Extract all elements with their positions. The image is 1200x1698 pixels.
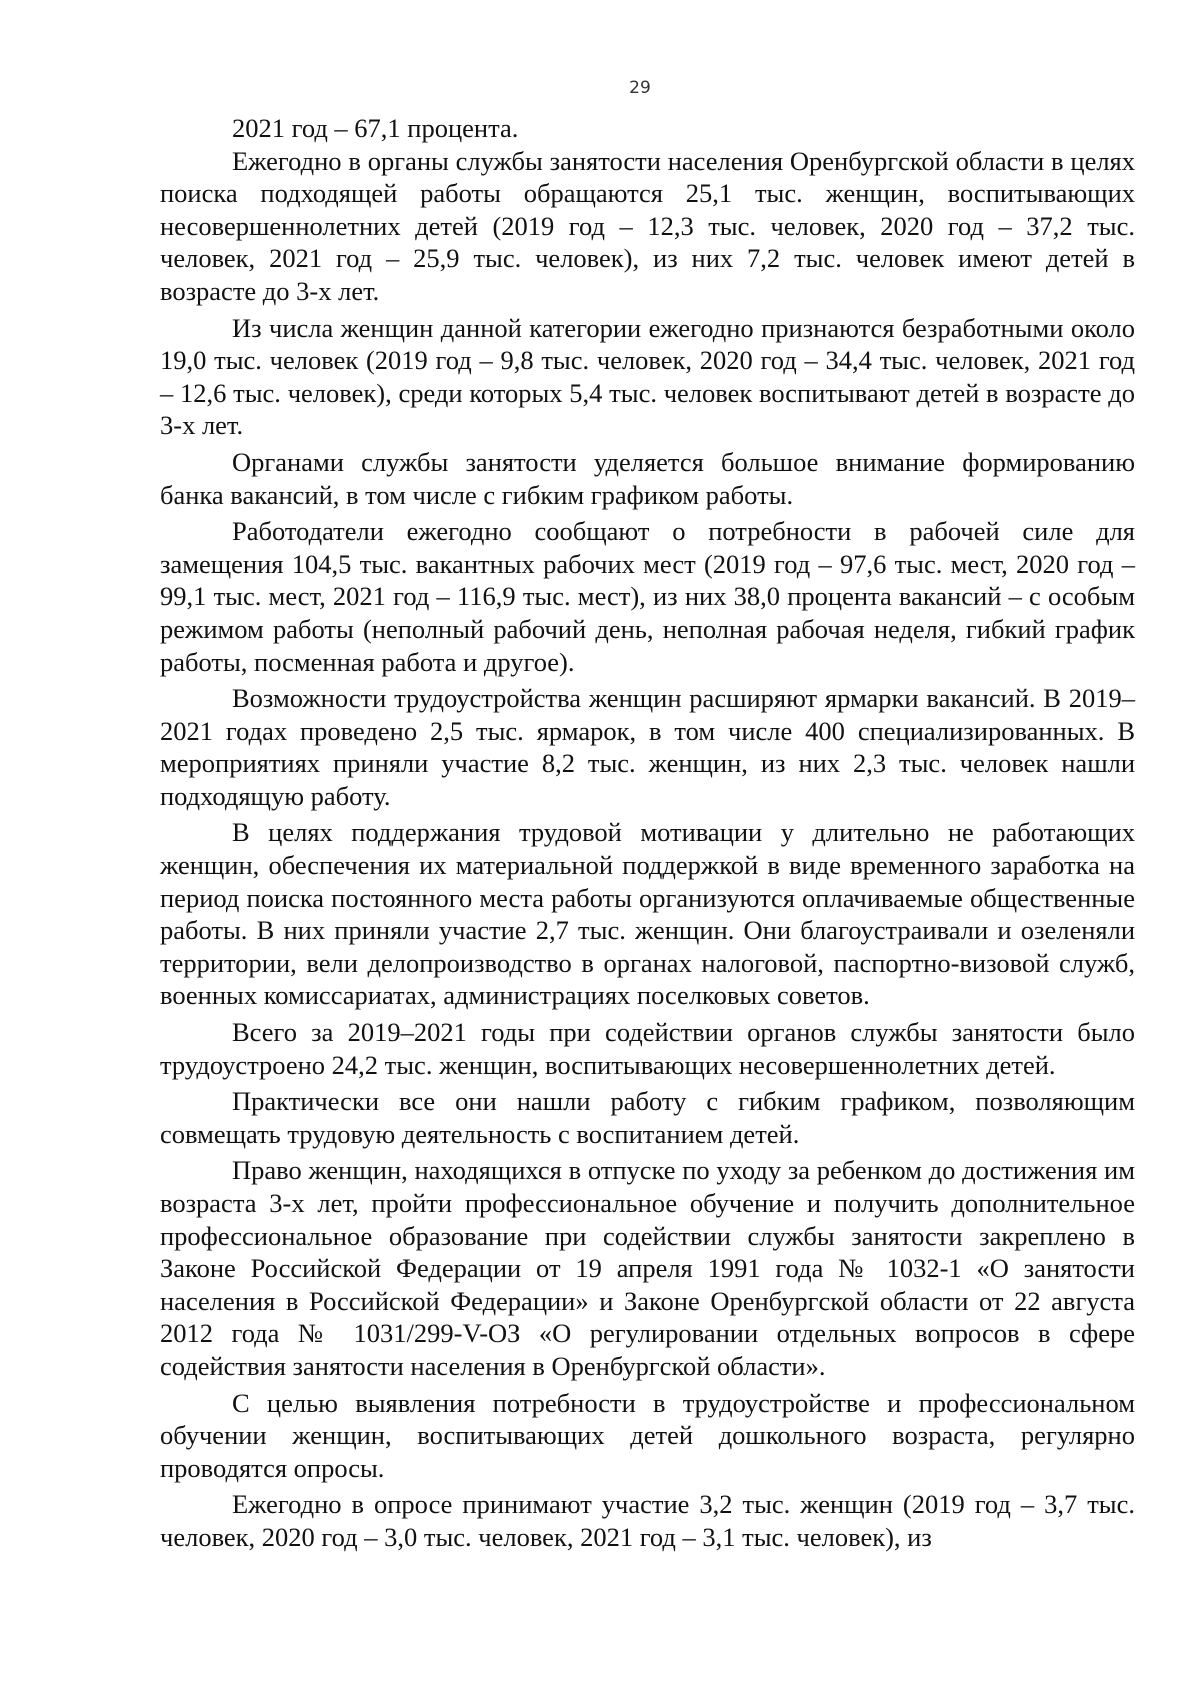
paragraph: 2021 год – 67,1 процента. <box>232 113 519 143</box>
paragraph: Ежегодно в органы службы занятости населения Оренбургской области в целях поиска подходящей работы обращаются 25,1 тыс. женщин, воспитывающих несовершеннолетних детей (2019 год – 12,3 тыс. человек, 2020 год – 37,2 тыс. человек, 2021 год – 25,9 тыс. человек), из них 7,2 тыс. человек имеют детей в возрасте до 3-х лет. <box>160 145 1135 306</box>
paragraph: В целях поддержания трудовой мотивации у длительно не работающих женщин, обеспечения их материальной поддержкой в виде временного заработка на период поиска постоянного места работы организуются оплачиваемые общественные работы. В них приняли участие 2,7 тыс. женщин. Они благоустраивали и озеленяли территории, вели делопроизводство в органах налоговой, паспортно-визовой служб, военных комиссариатах, администрациях поселковых советов. <box>160 817 1135 1011</box>
paragraph: Ежегодно в опросе принимают участие 3,2 тыс. женщин (2019 год – 3,7 тыс. человек, 2020 год – 3,0 тыс. человек, 2021 год – 3,1 тыс. человек), из <box>160 1489 1135 1552</box>
document-body <box>160 112 1135 1554</box>
paragraph: Всего за 2019–2021 годы при содействии органов службы занятости было трудоустроено 24,2 тыс. женщин, воспитывающих несовершеннолетних детей. <box>160 1017 1135 1080</box>
paragraph: Практически все они нашли работу с гибким графиком, позволяющим совмещать трудовую деятельность с воспитанием детей. <box>160 1086 1135 1149</box>
paragraph: Органами службы занятости уделяется большое внимание формированию банка вакансий, в том числе с гибким графиком работы. <box>160 446 1135 510</box>
paragraph: С целью выявления потребности в трудоустройстве и профессиональном обучении женщин, воспитывающих детей дошкольного возраста, регулярно проводятся опросы. <box>160 1387 1135 1483</box>
paragraph: Из числа женщин данной категории ежегодно признаются безработными около 19,0 тыс. человек (2019 год – 9,8 тыс. человек, 2020 год – 34,4 тыс. человек, 2021 год – 12,6 тыс. человек), среди которых 5,4 тыс. человек воспитывают детей в возрасте до 3-х лет. <box>160 312 1135 441</box>
paragraph: Работодатели ежегодно сообщают о потребности в рабочей силе для замещения 104,5 тыс. вакантных рабочих мест (2019 год – 97,6 тыс. мест, 2020 год – 99,1 тыс. мест, 2021 год – 116,9 тыс. мест), из них 38,0 процента вакансий – с особым режимом работы (неполный рабочий день, неполная рабочая неделя, гибкий график работы, посменная работа и другое). <box>160 516 1135 677</box>
paragraph: Право женщин, находящихся в отпуске по уходу за ребенком до достижения им возраста 3-х лет, пройти профессиональное обучение и получить дополнительное профессиональное образование при содействии службы занятости закреплено в Законе Российской Федерации от 19 апреля 1991 года № 1032-1 «О занятости населения в Российской Федерации» и Законе Оренбургской области от 22 августа 2012 года № 1031/299-V-ОЗ «О регулировании отдельных вопросов в сфере содействия занятости населения в Оренбургской области». <box>160 1155 1135 1381</box>
paragraph: Возможности трудоустройства женщин расширяют ярмарки вакансий. В 2019–2021 годах проведено 2,5 тыс. ярмарок, в том числе 400 специализированных. В мероприятиях приняли участие 8,2 тыс. женщин, из них 2,3 тыс. человек нашли подходящую работу. <box>160 683 1135 811</box>
page-number: 29 <box>629 78 651 98</box>
